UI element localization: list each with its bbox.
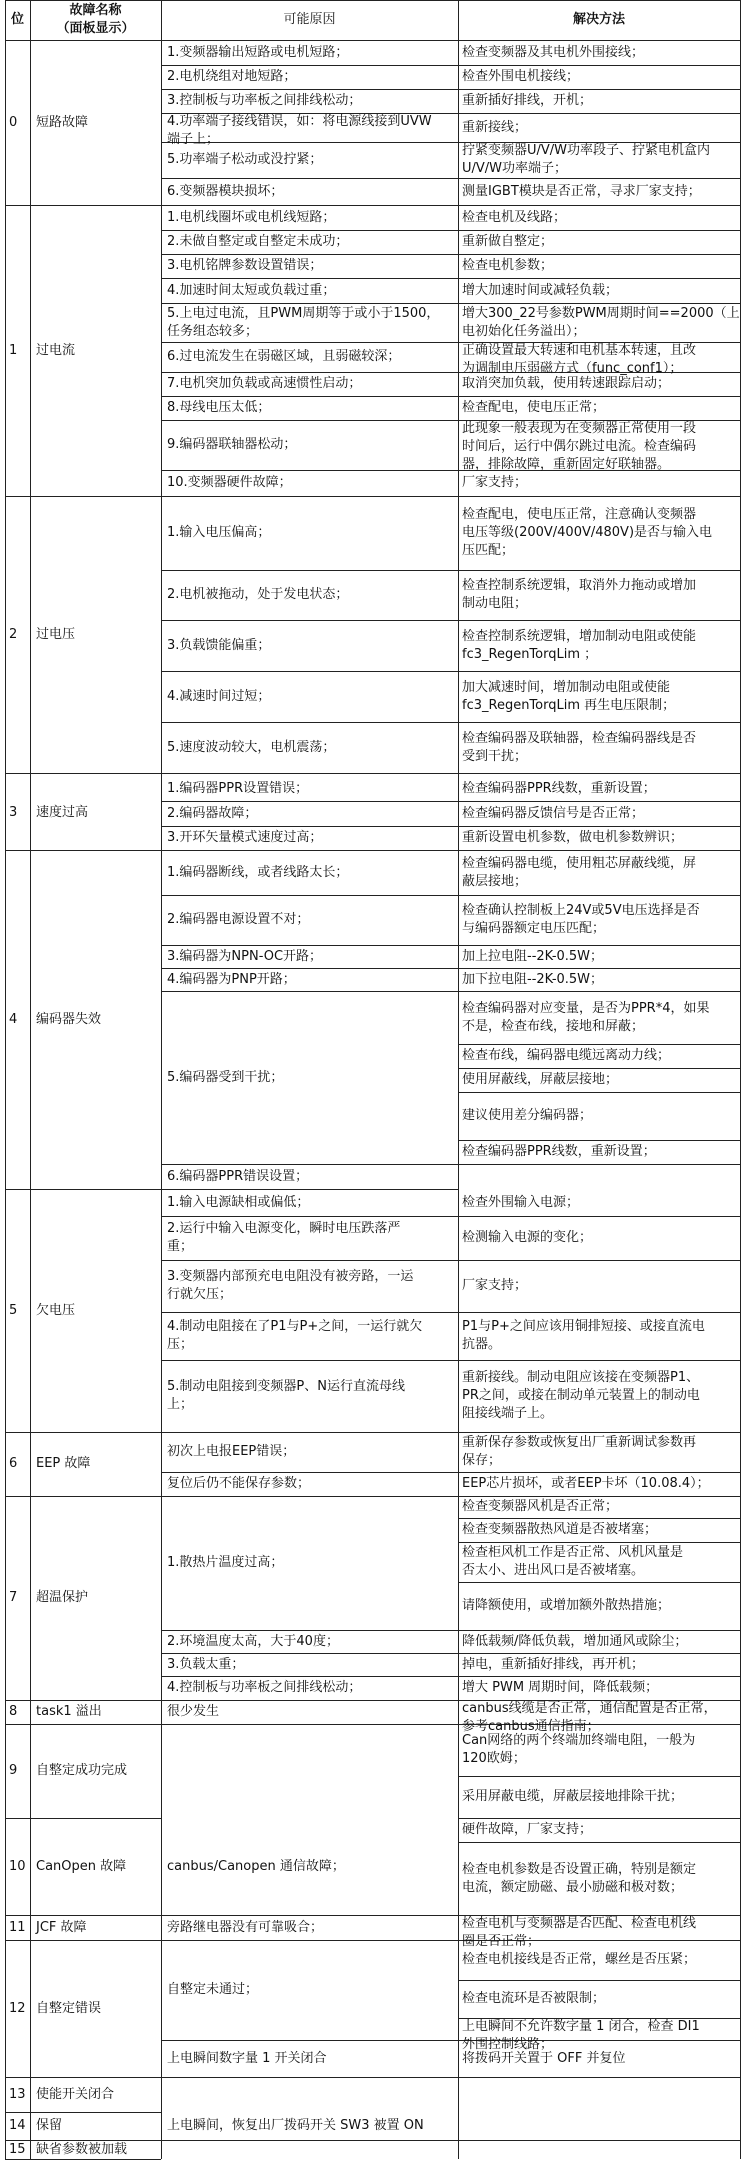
grid-line-horizontal (458, 671, 740, 672)
grid-line-horizontal (5, 850, 161, 851)
grid-line-horizontal (161, 722, 458, 723)
fault-name: CanOpen 故障 (36, 1858, 127, 1874)
solution-item: 重新接线。制动电阻应该接在变频器P1、 PR之间，或接在制动单元装置上的制动电 阻接线端子上。 (462, 1370, 700, 1421)
grid-line-horizontal (458, 1044, 740, 1045)
solution-item: 检查控制系统逻辑，增加制动电阻或使能 fc3_RegenTorqLim ； (462, 628, 697, 662)
solution-item: 掉电，重新插好排线，再开机； (462, 1656, 645, 1672)
grid-line-horizontal (458, 801, 740, 802)
grid-line-horizontal (161, 89, 458, 90)
solution-item: 检查柜风机工作是否正常、风机风量是 否太小、进出风口是否被堵塞。 (462, 1545, 684, 1578)
grid-line-vertical (5, 0, 6, 2159)
solution-item: EEP芯片损坏，或者EEP卡坏（10.08.4）； (462, 1476, 710, 1491)
solution-item: 重新接线； (462, 119, 528, 135)
fault-code: 2 (9, 626, 18, 642)
fault-name: 过电压 (36, 626, 76, 642)
grid-line-horizontal (458, 722, 740, 723)
cause-item: 旁路继电器没有可靠吸合； (167, 1919, 324, 1935)
solution-item: 检查编码器电缆，使用粗芯屏蔽线缆，屏 蔽层接地； (462, 855, 697, 889)
solution-item: 检查外围电机接线； (462, 69, 580, 84)
cause-item: 上电瞬间数字量 1 开关闭合 (167, 2050, 327, 2066)
grid-line-horizontal (458, 1496, 740, 1497)
grid-line-horizontal (458, 1776, 740, 1777)
fault-name: 缺省参数被加载 (36, 2141, 128, 2157)
solution-item: 检查电机接线是否正常，螺丝是否压紧； (462, 1952, 697, 1967)
grid-line-horizontal (161, 278, 458, 279)
solution-item: 检查控制系统逻辑，取消外力拖动或增加 制动电阻； (462, 578, 697, 611)
grid-line-horizontal (161, 2040, 458, 2041)
grid-line-horizontal (161, 178, 458, 179)
fault-name: 自整定错误 (36, 2000, 102, 2016)
grid-line-horizontal (458, 65, 740, 66)
fault-name: 编码器失效 (36, 1011, 102, 1027)
solution-item: 重新插好排线，开机； (462, 93, 593, 108)
solution-item: 上电瞬间不允许数字量 1 闭合，检查 DI1 外围控制线路； (462, 2019, 700, 2052)
cause-item: 1.编码器PPR设置错误； (167, 780, 309, 796)
grid-line-horizontal (161, 1940, 458, 1941)
solution-item: 检查编码器对应变量，是否为PPR*4，如果 不是，检查布线，接地和屏蔽； (462, 1000, 710, 1034)
solution-item: 检查电机参数是否设置正确，特别是额定 电流，额定励磁、最小励磁和极对数； (462, 1861, 697, 1895)
grid-line-horizontal (161, 230, 458, 231)
grid-line-horizontal (458, 1818, 740, 1819)
grid-line-horizontal (161, 1472, 458, 1473)
grid-line-horizontal (458, 1092, 740, 1093)
grid-line-horizontal (458, 496, 740, 497)
header-cause: 可能原因 (283, 12, 336, 27)
cause-item: 1.散热片温度过高； (167, 1555, 284, 1570)
grid-line-horizontal (161, 205, 458, 206)
cause-item: 3.开环矢量模式速度过高； (167, 830, 323, 845)
cause-item: 9.编码器联轴器松动； (167, 437, 297, 452)
grid-line-horizontal (161, 1630, 458, 1631)
fault-name: EEP 故障 (36, 1456, 91, 1471)
fault-code: 11 (9, 1919, 26, 1935)
grid-line-horizontal (458, 178, 740, 179)
fault-code: 15 (9, 2141, 26, 2157)
cause-item: 3.变频器内部预充电电阻没有被旁路，一运 行就欠压； (167, 1269, 414, 1302)
cause-item: 上电瞬间，恢复出厂拨码开关 SW3 被置 ON (167, 2118, 424, 2133)
cause-item: 4.减速时间过短； (167, 688, 271, 704)
grid-line-horizontal (161, 396, 458, 397)
grid-line-horizontal (5, 1496, 161, 1497)
solution-item: P1与P+之间应该用铜排短接、或接直流电 抗器。 (462, 1319, 705, 1352)
header-pos: 位 (10, 12, 24, 27)
cause-item: 4.控制板与功率板之间排线松动； (167, 1680, 362, 1695)
grid-line-horizontal (458, 1653, 740, 1654)
grid-line-horizontal (458, 945, 740, 946)
grid-line-horizontal (5, 1700, 161, 1701)
cause-item: 3.电机铭牌参数设置错误； (167, 258, 323, 273)
grid-line-horizontal (161, 1216, 458, 1217)
solution-item: 检查布线，编码器电缆远离动力线； (462, 1048, 671, 1063)
fault-name: 欠电压 (36, 1302, 76, 1318)
fault-code: 4 (9, 1011, 18, 1027)
fault-name: 自整定成功完成 (36, 1763, 128, 1778)
grid-line-horizontal (161, 671, 458, 672)
fault-code: 1 (9, 342, 18, 358)
solution-item: 请降额使用，或增加额外散热措施； (462, 1598, 671, 1613)
grid-line-horizontal (161, 496, 458, 497)
grid-line-horizontal (458, 396, 740, 397)
grid-line-horizontal (5, 2112, 161, 2113)
grid-line-horizontal (458, 1068, 740, 1069)
cause-item: 6.过电流发生在弱磁区域，且弱磁较深； (167, 349, 401, 364)
cause-item: 5.制动电阻接到变频器P、N运行直流母线 上； (167, 1379, 405, 1412)
grid-line-horizontal (458, 230, 740, 231)
solution-item: 重新保存参数或恢复出厂重新调试参数再 保存； (462, 1435, 697, 1468)
grid-line-horizontal (161, 342, 458, 343)
solution-item: 加下拉电阻--2K-0.5W； (462, 971, 604, 987)
fault-name: task1 溢出 (36, 1704, 102, 1719)
fault-name: JCF 故障 (36, 1919, 87, 1935)
grid-line-horizontal (161, 968, 458, 969)
solution-item: 检查电机及线路； (462, 209, 567, 225)
cause-item: 6.编码器PPR错误设置； (167, 1168, 309, 1184)
fault-code: 12 (9, 2000, 26, 2016)
grid-line-horizontal (458, 991, 740, 992)
grid-line-horizontal (458, 113, 740, 114)
grid-line-horizontal (161, 895, 458, 896)
solution-item: 加上拉电阻--2K-0.5W； (462, 948, 604, 964)
solution-item: 硬件故障，厂家支持； (462, 1822, 593, 1837)
cause-item: 6.变频器模块损坏； (167, 183, 284, 199)
fault-code: 10 (9, 1858, 26, 1874)
grid-line-horizontal (458, 1676, 740, 1677)
grid-line-horizontal (458, 2140, 740, 2141)
grid-line-horizontal (458, 278, 740, 279)
grid-line-horizontal (161, 773, 458, 774)
cause-item: 2.电机被拖动，处于发电状态； (167, 587, 349, 602)
grid-line-horizontal (161, 620, 458, 621)
fault-name: 保留 (36, 2118, 63, 2133)
fault-code: 13 (9, 2086, 26, 2102)
solution-item: 建议使用差分编码器； (462, 1108, 593, 1123)
grid-line-vertical (458, 0, 459, 2159)
grid-line-horizontal (161, 1724, 458, 1725)
cause-item: 1.输入电压偏高； (167, 525, 271, 540)
cause-item: 初次上电报EEP错误； (167, 1444, 296, 1459)
header-name-line2: （面板显示） (56, 21, 135, 36)
fault-code: 8 (9, 1704, 18, 1719)
solution-item: 检测输入电源的变化； (462, 1230, 593, 1245)
cause-item: 2.环境温度太高，大于40度； (167, 1633, 339, 1649)
solution-item: 检查确认控制板上24V或5V电压选择是否 与编码器额定电压匹配； (462, 903, 700, 936)
solution-item: 检查变频器散热风道是否被堵塞； (462, 1522, 658, 1537)
cause-item: 4.编码器为PNP开路； (167, 971, 296, 987)
cause-item: 5.速度波动较大，电机震荡； (167, 739, 336, 755)
grid-line-horizontal (161, 470, 458, 471)
grid-line-horizontal (458, 1582, 740, 1583)
solution-item: 检查变频器风机是否正常； (462, 1499, 619, 1514)
grid-line-horizontal (458, 1260, 740, 1261)
grid-line-horizontal (458, 2077, 740, 2078)
grid-line-horizontal (161, 1164, 458, 1165)
grid-line-horizontal (458, 620, 740, 621)
cause-item: 1.编码器断线，或者线路太长； (167, 864, 349, 880)
grid-line-horizontal (161, 945, 458, 946)
cause-item: 5.编码器受到干扰； (167, 1069, 284, 1085)
solution-item: 使用屏蔽线，屏蔽层接地； (462, 1072, 619, 1087)
grid-line-horizontal (458, 254, 740, 255)
header-solution: 解决方法 (572, 12, 625, 27)
cause-item: 3.控制板与功率板之间排线松动； (167, 93, 362, 108)
cause-item: 2.未做自整定或自整定未成功； (167, 234, 349, 249)
cause-item: 7.电机突加负载或高速惯性启动； (167, 376, 362, 391)
header-name-line1: 故障名称 (69, 3, 122, 18)
grid-line-horizontal (5, 1818, 161, 1819)
cause-item: 3.负载馈能偏重； (167, 637, 271, 653)
grid-line-horizontal (161, 1700, 458, 1701)
grid-line-horizontal (5, 1940, 161, 1941)
grid-line-horizontal (458, 1216, 740, 1217)
solution-item: 将拨码开关置于 OFF 并复位 (462, 2050, 626, 2066)
cause-item: 4.加速时间太短或负载过重； (167, 282, 336, 298)
cause-item: 复位后仍不能保存参数； (167, 1476, 311, 1491)
cause-item: 1.输入电源缺相或偏低； (167, 1194, 310, 1210)
grid-line-horizontal (161, 1915, 458, 1916)
solution-item: 此现象一般表现为在变频器正常使用一段 时间后，运行中偶尔跳过电流。检查编码 器，排除故障，重新固定好联轴器。 (462, 421, 697, 472)
grid-line-horizontal (161, 2140, 458, 2141)
solution-item: 增大加速时间或减轻负载； (462, 282, 619, 298)
grid-line-horizontal (161, 991, 458, 992)
grid-line-vertical (740, 0, 741, 2159)
grid-line-horizontal (458, 1518, 740, 1519)
grid-line-horizontal (161, 1260, 458, 1261)
fault-name: 短路故障 (36, 114, 89, 130)
solution-item: 检查变频器及其电机外围接线； (462, 44, 645, 60)
grid-line-horizontal (458, 1842, 740, 1843)
grid-line-vertical (30, 0, 31, 2159)
fault-code: 9 (9, 1763, 18, 1778)
solution-item: 检查编码器及联轴器，检查编码器线是否 受到干扰； (462, 730, 697, 764)
grid-line-vertical (161, 0, 162, 2159)
solution-item: 拧紧变频器U/V/W功率段子、拧紧电机盒内 U/V/W功率端子； (462, 143, 711, 176)
cause-item: 4.制动电阻接在了P1与P+之间，一运行就欠 压； (167, 1319, 423, 1352)
grid-line-horizontal (458, 895, 740, 896)
solution-item: 检查电机参数； (462, 258, 554, 273)
cause-item: 5.上电过电流，且PWM周期等于或小于1500， 任务组态较多； (167, 305, 440, 339)
cause-item: 2.编码器电源设置不对； (167, 912, 310, 927)
cause-item: 很少发生 (167, 1704, 220, 1719)
solution-item: 检查配电，使电压正常； (462, 400, 606, 415)
grid-line-horizontal (161, 1676, 458, 1677)
fault-code: 5 (9, 1302, 18, 1318)
cause-item: 3.负载太重； (167, 1656, 245, 1672)
solution-item: 加大减速时间，增加制动电阻或使能 fc3_RegenTorqLim 再生电压限制； (462, 679, 676, 713)
solution-item: 重新做自整定； (462, 234, 554, 249)
grid-line-horizontal (458, 89, 740, 90)
grid-line-horizontal (161, 420, 458, 421)
cause-item: 8.母线电压太低； (167, 400, 271, 415)
solution-item: 取消突加负载，使用转速跟踪启动； (462, 376, 671, 391)
grid-line-horizontal (458, 826, 740, 827)
grid-line-horizontal (161, 570, 458, 571)
grid-line-horizontal (5, 496, 161, 497)
solution-item: 厂家支持； (462, 475, 528, 490)
grid-line-horizontal (161, 826, 458, 827)
grid-line-horizontal (161, 801, 458, 802)
grid-line-horizontal (161, 1312, 458, 1313)
grid-line-horizontal (5, 773, 161, 774)
cause-item: 2.运行中输入电源变化，瞬时电压跌落严 重； (167, 1221, 401, 1254)
grid-line-horizontal (161, 1189, 458, 1190)
cause-item: 1.电机线圈坏或电机线短路； (167, 209, 336, 225)
solution-item: 检查外围输入电源； (462, 1194, 580, 1210)
grid-line-horizontal (458, 570, 740, 571)
grid-line-horizontal (5, 40, 740, 41)
solution-item: 增大 PWM 周期时间，降低载频； (462, 1680, 659, 1695)
grid-line-horizontal (161, 1432, 458, 1433)
solution-item: 重新设置电机参数，做电机参数辨识； (462, 830, 684, 845)
grid-line-horizontal (458, 773, 740, 774)
grid-line-horizontal (161, 1653, 458, 1654)
cause-item: 2.电机绕组对地短路； (167, 69, 297, 84)
solution-item: 检查配电，使电压正常，注意确认变频器 电压等级(200V/400V/480V)是否与输入电 压匹配； (462, 507, 713, 558)
grid-line-horizontal (458, 850, 740, 851)
solution-item: 厂家支持； (462, 1278, 528, 1293)
cause-item: 3.编码器为NPN-OC开路； (167, 948, 323, 964)
grid-line-horizontal (5, 0, 740, 1)
grid-line-horizontal (161, 65, 458, 66)
grid-line-horizontal (161, 2077, 458, 2078)
fault-name: 速度过高 (36, 805, 89, 820)
grid-line-horizontal (458, 1164, 740, 1165)
fault-name: 超温保护 (36, 1590, 89, 1605)
grid-line-horizontal (458, 1980, 740, 1981)
solution-item: 检查编码器反馈信号是否正常； (462, 805, 645, 821)
grid-line-horizontal (5, 1724, 161, 1725)
fault-code: 7 (9, 1590, 18, 1605)
grid-line-horizontal (161, 850, 458, 851)
cause-item: 1.变频器输出短路或电机短路； (167, 44, 349, 60)
solution-item: 降低载频/降低负载，增加通风或除尘； (462, 1633, 688, 1649)
grid-line-horizontal (458, 1312, 740, 1313)
fault-code: 14 (9, 2118, 26, 2133)
grid-line-horizontal (5, 205, 161, 206)
grid-line-horizontal (458, 1472, 740, 1473)
grid-line-horizontal (161, 1496, 458, 1497)
grid-line-horizontal (161, 1360, 458, 1361)
solution-item: 检查电流环是否被限制； (462, 1991, 606, 2006)
grid-line-horizontal (5, 1432, 161, 1433)
grid-line-horizontal (458, 1542, 740, 1543)
grid-line-horizontal (458, 1432, 740, 1433)
solution-item: 正确设置最大转速和电机基本转速，且改 为调制电压弱磁方式（func_conf1）； (462, 343, 697, 376)
solution-item: 采用屏蔽电缆，屏蔽层接地排除干扰； (462, 1789, 684, 1804)
cause-item: 4.功率端子接线错误，如：将电源线接到UVW 端子上； (167, 114, 432, 147)
grid-line-horizontal (458, 1360, 740, 1361)
solution-item: 测量IGBT模块是否正常，寻求厂家支持； (462, 183, 701, 199)
grid-line-horizontal (458, 205, 740, 206)
grid-line-horizontal (161, 372, 458, 373)
solution-item: 检查电机与变频器是否匹配、检查电机线 圈是否正常； (462, 1916, 697, 1949)
cause-item: canbus/Canopen 通信故障； (167, 1858, 345, 1874)
fault-name: 使能开关闭合 (36, 2086, 115, 2102)
solution-item: Can网络的两个终端加终端电阻，一般为 120欧姆； (462, 1733, 696, 1766)
cause-item: 自整定未通过； (167, 1982, 259, 1997)
solution-item: canbus线缆是否正常，通信配置是否正常， 参考canbus通信指南； (462, 1701, 717, 1734)
grid-line-horizontal (161, 254, 458, 255)
cause-item: 10.变频器硬件故障； (167, 475, 292, 490)
fault-code: 6 (9, 1456, 18, 1471)
solution-item: 增大300_22号参数PWM周期时间==2000（上 电初始化任务溢出）； (462, 305, 740, 339)
grid-line-horizontal (5, 2077, 161, 2078)
grid-line-horizontal (458, 1140, 740, 1141)
grid-line-horizontal (458, 968, 740, 969)
cause-item: 2.编码器故障； (167, 805, 258, 821)
grid-line-horizontal (458, 1630, 740, 1631)
fault-code: 0 (9, 114, 18, 130)
fault-name: 过电流 (36, 342, 76, 358)
grid-line-horizontal (5, 1915, 161, 1916)
grid-line-horizontal (5, 1189, 161, 1190)
fault-code: 3 (9, 805, 18, 820)
cause-item: 5.功率端子松动或没拧紧； (167, 152, 323, 167)
solution-item: 检查编码器PPR线数，重新设置； (462, 1144, 656, 1159)
solution-item: 检查编码器PPR线数，重新设置； (462, 780, 656, 796)
